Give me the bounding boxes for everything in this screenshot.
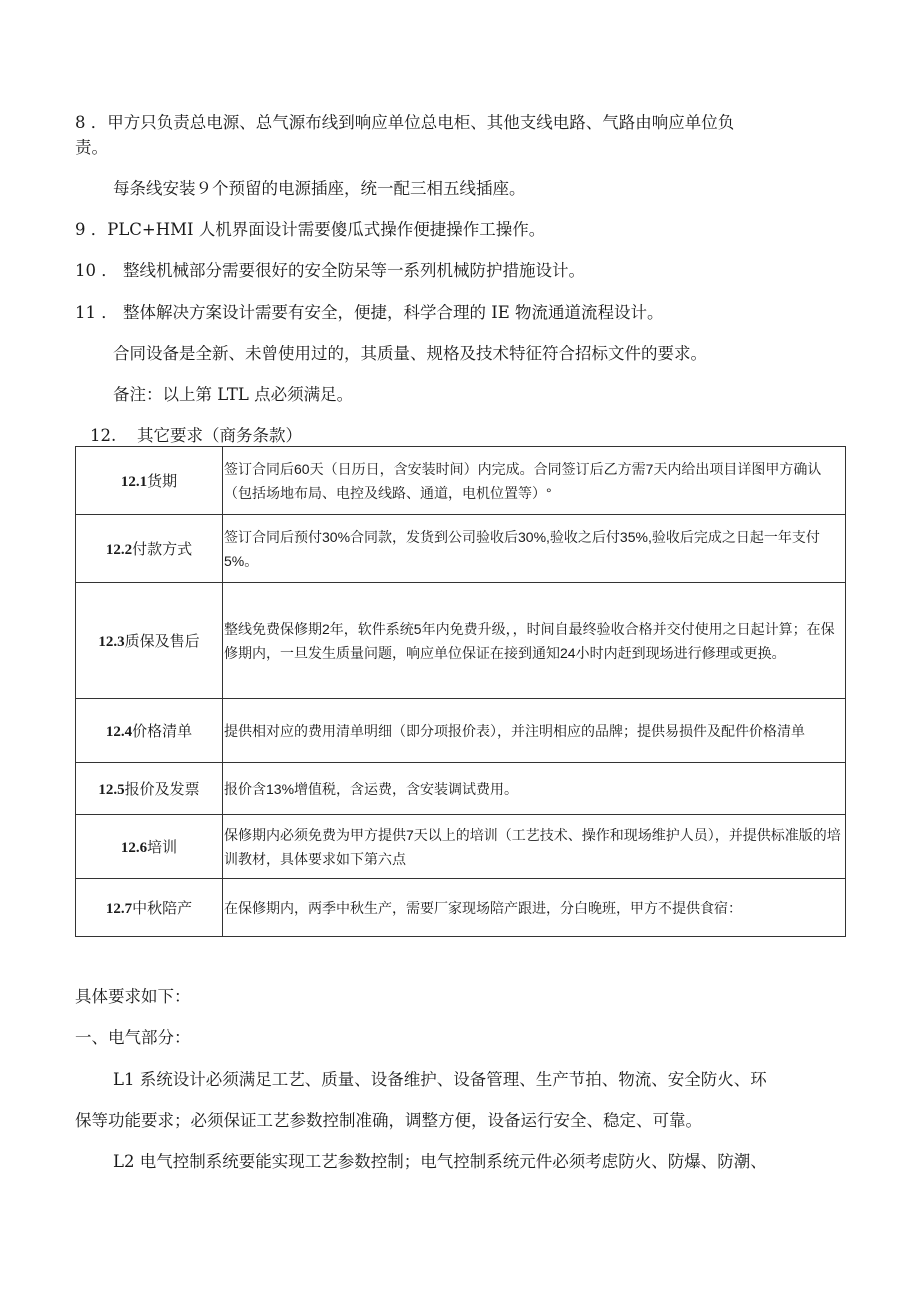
item-11: 11 ． 整体解决方案设计需要有安全，便捷，科学合理的 IE 物流通道流程设计。 bbox=[75, 303, 664, 322]
remark-note: 备注：以上第 LTL 点必须满足。 bbox=[113, 385, 354, 404]
row-content: 报价含13%增值税，含运费，含安装调试费用。 bbox=[223, 763, 846, 815]
commercial-terms-table bbox=[75, 446, 846, 937]
contract-equipment-note: 合同设备是全新、未曾使用过的，其质量、规格及技术特征符合招标文件的要求。 bbox=[113, 344, 707, 363]
item-10: 10 ． 整线机械部分需要很好的安全防呆等一系列机械防护措施设计。 bbox=[75, 261, 585, 280]
row-label: 12.1货期 bbox=[76, 447, 223, 515]
table-row bbox=[76, 699, 846, 763]
row-label: 12.7中秋陪产 bbox=[76, 879, 223, 937]
table-row bbox=[76, 879, 846, 937]
row-content: 保修期内必须免费为甲方提供7天以上的培训（工艺技术、操作和现场维护人员），并提供标准版的培训教材，具体要求如下第六点 bbox=[223, 815, 846, 879]
row-content: 在保修期内，两季中秋生产，需要厂家现场陪产跟进，分白晚班，甲方不提供食宿： bbox=[223, 879, 846, 937]
item-8-line2: 责。 bbox=[75, 138, 108, 157]
row-content: 签订合同后60天（日历日，含安装时间）内完成。合同签订后乙方需7天内给出项目详图甲方确认（包括场地布局、电控及线路、通道，电机位置等）° bbox=[223, 447, 846, 515]
row-label: 12.5报价及发票 bbox=[76, 763, 223, 815]
table-row bbox=[76, 447, 846, 515]
item-l1-line1: L1 系统设计必须满足工艺、质量、设备维护、设备管理、生产节拍、物流、安全防火、环 bbox=[113, 1070, 767, 1089]
table-row bbox=[76, 815, 846, 879]
section-12-number: 12. bbox=[90, 426, 117, 445]
item-8-line1: 8 ．甲方只负责总电源、总气源布线到响应单位总电柜、其他支线电路、气路由响应单位负 bbox=[75, 113, 735, 132]
specifics-heading: 具体要求如下： bbox=[75, 987, 191, 1006]
row-label: 12.6培训 bbox=[76, 815, 223, 879]
row-content: 签订合同后预付30%合同款，发货到公司验收后30%,验收之后付35%,验收后完成之日起一年支付5%。 bbox=[223, 515, 846, 583]
row-label: 12.2付款方式 bbox=[76, 515, 223, 583]
item-l1-line2: 保等功能要求；必须保证工艺参数控制准确，调整方便，设备运行安全、稳定、可靠。 bbox=[75, 1111, 702, 1130]
item-l2-line1: L2 电气控制系统要能实现工艺参数控制；电气控制系统元件必须考虑防火、防爆、防潮、 bbox=[113, 1152, 767, 1171]
section-12-title: 其它要求（商务条款） bbox=[137, 426, 302, 445]
row-label: 12.4价格清单 bbox=[76, 699, 223, 763]
row-content: 整线免费保修期2年，软件系统5年内免费升级，，时间自最终验收合格并交付使用之日起计算；在保修期内，一旦发生质量问题，响应单位保证在接到通知24小时内赶到现场进行修理或更换。 bbox=[223, 583, 846, 699]
section-electrical-heading: 一、电气部分： bbox=[75, 1028, 191, 1047]
item-8-sockets: 每条线安装９个预留的电源插座，统一配三相五线插座。 bbox=[113, 179, 526, 198]
row-label: 12.3质保及售后 bbox=[76, 583, 223, 699]
table-row bbox=[76, 515, 846, 583]
table-row bbox=[76, 583, 846, 699]
item-9: 9 ．PLC+HMI 人机界面设计需要傻瓜式操作便捷操作工操作。 bbox=[75, 220, 546, 239]
table-row bbox=[76, 763, 846, 815]
row-content: 提供相对应的费用清单明细（即分项报价表），并注明相应的品牌；提供易损件及配件价格清单 bbox=[223, 699, 846, 763]
